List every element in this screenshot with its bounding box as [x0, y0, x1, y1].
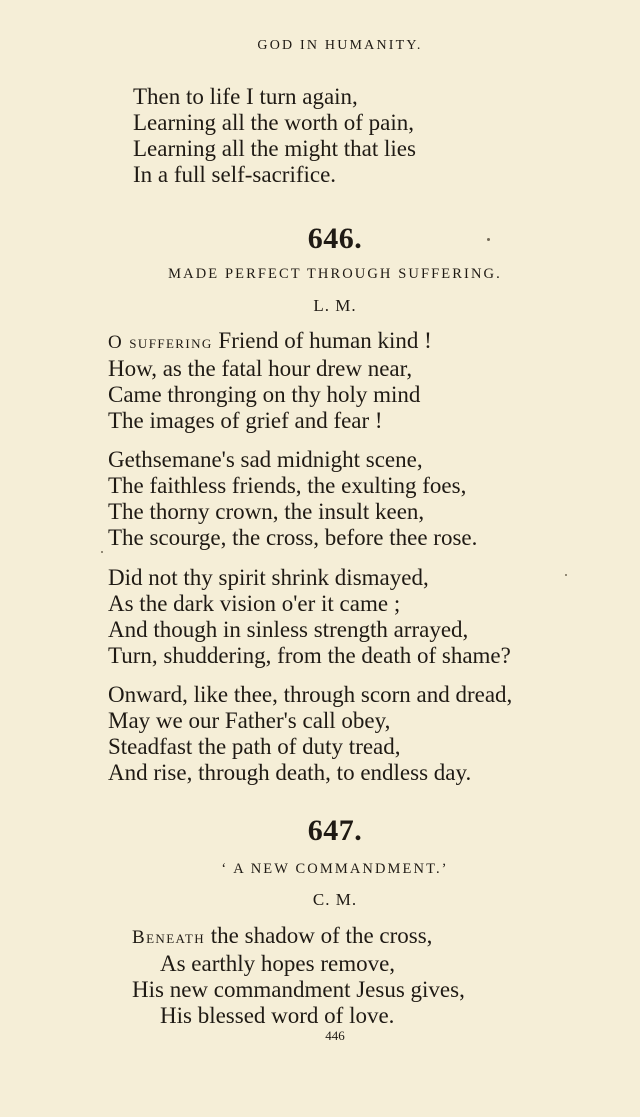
paper-speck	[565, 574, 567, 576]
verse-line-rest: Friend of human kind !	[212, 328, 432, 353]
opening-small-caps: Beneath	[132, 927, 206, 948]
hymn-647-stanza-1	[132, 923, 465, 1029]
verse-line: Onward, like thee, through scorn and dread,	[108, 682, 513, 707]
hymn-646-stanza-1	[108, 328, 432, 434]
verse-line: Learning all the worth of pain,	[133, 110, 415, 135]
verse-line: How, as the fatal hour drew near,	[108, 356, 413, 381]
verse-line: Learning all the might that lies	[133, 136, 416, 161]
verse-line: As earthly hopes remove,	[160, 951, 396, 976]
verse-line: The faithless friends, the exulting foes,	[108, 473, 467, 498]
verse-line: The thorny crown, the insult keen,	[108, 499, 425, 524]
meter-647: C. M.	[312, 890, 358, 909]
hymn-646-stanza-2	[108, 447, 477, 551]
verse-line: Steadfast the path of duty tread,	[108, 734, 401, 759]
verse-line: And rise, through death, to endless day.	[108, 760, 472, 785]
opening-small-caps: O suffering	[108, 332, 213, 353]
hymn-646-stanza-3	[108, 565, 511, 669]
hymn-646-stanza-4	[108, 682, 512, 786]
running-head: GOD IN HUMANITY.	[257, 38, 423, 53]
verse-line: As the dark vision o'er it came ;	[108, 591, 401, 616]
meter-646: L. M.	[313, 296, 357, 315]
verse-line: Gethsemane's sad midnight scene,	[108, 447, 423, 472]
verse-line: May we our Father's call obey,	[108, 708, 391, 733]
verse-line: Did not thy spirit shrink dismayed,	[108, 565, 429, 590]
paper-speck	[101, 551, 103, 553]
intro-stanza	[133, 84, 416, 188]
verse-line	[108, 328, 432, 356]
verse-line: Turn, shuddering, from the death of shame?	[108, 643, 511, 668]
verse-line: In a full self-sacrifice.	[133, 162, 337, 187]
verse-line: His blessed word of love.	[160, 1003, 395, 1028]
verse-line: The scourge, the cross, before thee rose.	[108, 525, 478, 550]
hymn-number-647: 647.	[307, 814, 363, 847]
hymn-number-646: 646.	[307, 222, 363, 255]
hymn-title-647: ‘ A NEW COMMANDMENT.’	[221, 861, 449, 877]
paper-speck	[487, 238, 490, 241]
verse-line: Then to life I turn again,	[133, 84, 358, 109]
verse-line: The images of grief and fear !	[108, 408, 383, 433]
verse-line-rest: the shadow of the cross,	[205, 923, 433, 948]
verse-line	[132, 923, 465, 951]
verse-line: Came thronging on thy holy mind	[108, 382, 421, 407]
verse-line: And though in sinless strength arrayed,	[108, 617, 469, 642]
hymn-title-646: MADE PERFECT THROUGH SUFFERING.	[168, 266, 502, 282]
verse-line: His new commandment Jesus gives,	[132, 977, 465, 1002]
page-number: 446	[325, 1028, 345, 1043]
